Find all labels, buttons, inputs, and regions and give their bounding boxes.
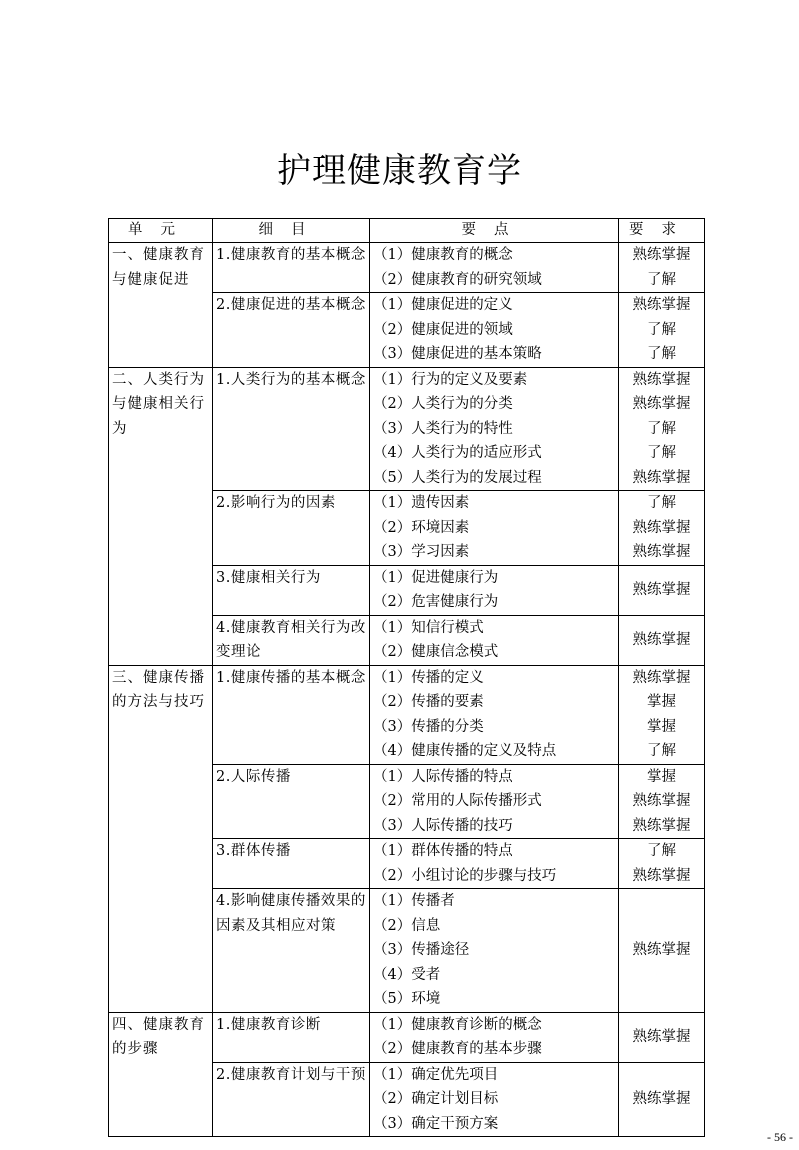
requirement-level: 了解 [647,445,676,461]
points-cell [370,243,619,293]
unit-cell: 一、健康教育与健康促进 [109,243,213,368]
detail-cell: 2.影响行为的因素 [213,491,370,566]
requirement-level: 了解 [647,743,676,759]
point-item: （1）传播的定义 [373,669,484,686]
point-item: （2）危害健康行为 [373,594,499,610]
point-item: （1）确定优先项目 [373,1066,499,1083]
detail-cell: 2.健康促进的基本概念 [213,293,370,368]
column-header-requirement: 要求 [619,219,705,243]
column-header-unit: 单元 [109,219,213,243]
requirement-cell: 熟练掌握 [619,615,705,665]
point-item: （3）健康促进的基本策略 [373,346,542,362]
requirement-level: 熟练掌握 [632,867,691,884]
point-item: （3）学习因素 [373,544,470,560]
point-item: （3）人类行为的特性 [373,420,513,437]
requirement-level: 掌握 [647,694,676,710]
requirement-level: 熟练掌握 [632,519,691,536]
point-item: （1）传播者 [373,893,455,909]
requirement-level: 了解 [647,321,676,338]
requirement-level: 熟练掌握 [632,793,691,809]
table-row [109,243,705,293]
detail-cell: 2.人际传播 [213,764,370,839]
points-cell [370,293,619,368]
point-item: （1）促进健康行为 [373,569,499,586]
point-item: （5）环境 [373,991,441,1007]
point-item: （3）人际传播的技巧 [373,817,513,834]
requirement-level: 了解 [647,843,676,859]
points-cell [370,839,619,889]
requirement-cell [619,243,705,293]
detail-cell: 1.人类行为的基本概念 [213,367,370,491]
detail-cell: 2.健康教育计划与干预 [213,1062,370,1137]
point-item: （2）健康教育的基本步骤 [373,1041,542,1057]
detail-cell: 1.健康教育的基本概念 [213,243,370,293]
point-item: （1）健康促进的定义 [373,297,513,313]
point-item: （2）人类行为的分类 [373,396,513,412]
point-item: （4）受者 [373,966,441,983]
detail-cell: 1.健康传播的基本概念 [213,665,370,764]
page-number: - 56 - [767,1130,793,1144]
point-item: （3）传播的分类 [373,718,484,735]
point-item: （1）健康教育诊断的概念 [373,1016,542,1033]
points-cell [370,565,619,615]
points-cell [370,367,619,491]
point-item: （4）人类行为的适应形式 [373,445,542,461]
point-item: （5）人类行为的发展过程 [373,469,542,486]
requirement-level: 熟练掌握 [632,669,691,686]
point-item: （2）确定计划目标 [373,1091,499,1107]
requirement-cell: 熟练掌握 [619,889,705,1013]
syllabus-body [109,243,705,1137]
requirement-level: 熟练掌握 [632,544,691,560]
requirement-cell [619,293,705,368]
points-cell [370,615,619,665]
point-item: （2）常用的人际传播形式 [373,793,542,809]
requirement-cell [619,764,705,839]
requirement-cell [619,839,705,889]
point-item: （4）健康传播的定义及特点 [373,743,557,759]
detail-cell: 3.健康相关行为 [213,565,370,615]
table-row [109,665,705,764]
requirement-level: 了解 [647,420,676,437]
points-cell [370,764,619,839]
page-title: 护理健康教育学 [277,151,522,191]
requirement-level: 了解 [647,495,676,511]
points-cell [370,889,619,1013]
point-item: （1）行为的定义及要素 [373,371,528,388]
detail-cell: 3.群体传播 [213,839,370,889]
point-item: （1）知信行模式 [373,619,484,636]
point-item: （2）信息 [373,917,441,934]
point-item: （3）传播途径 [373,942,470,958]
requirement-level: 熟练掌握 [632,247,691,263]
detail-cell: 1.健康教育诊断 [213,1012,370,1062]
requirement-level: 熟练掌握 [632,469,691,486]
point-item: （2）传播的要素 [373,694,484,710]
detail-cell: 4.影响健康传播效果的因素及其相应对策 [213,889,370,1013]
requirement-cell [619,665,705,764]
requirement-cell: 熟练掌握 [619,565,705,615]
requirement-cell: 熟练掌握 [619,1012,705,1062]
requirement-level: 熟练掌握 [632,396,691,412]
requirement-cell [619,491,705,566]
requirement-level: 熟练掌握 [632,371,691,388]
unit-cell: 四、健康教育的步骤 [109,1012,213,1137]
column-header-detail: 细目 [213,219,370,243]
point-item: （2）环境因素 [373,519,470,536]
points-cell [370,1062,619,1137]
requirement-level: 了解 [647,271,676,288]
requirement-cell: 熟练掌握 [619,1062,705,1137]
points-cell [370,491,619,566]
requirement-level: 掌握 [647,768,676,785]
point-item: （3）确定干预方案 [373,1115,499,1132]
point-item: （2）小组讨论的步骤与技巧 [373,867,557,884]
point-item: （1）人际传播的特点 [373,768,513,785]
table-row [109,1012,705,1062]
unit-cell: 三、健康传播的方法与技巧 [109,665,213,1012]
point-item: （1）健康教育的概念 [373,247,513,263]
table-header-row [109,219,705,243]
point-item: （1）遗传因素 [373,495,470,511]
point-item: （2）健康促进的领域 [373,321,513,338]
detail-cell: 4.健康教育相关行为改变理论 [213,615,370,665]
requirement-cell [619,367,705,491]
table-row [109,367,705,491]
point-item: （2）健康信念模式 [373,644,499,660]
requirement-level: 掌握 [647,718,676,735]
requirement-level: 熟练掌握 [632,817,691,834]
requirement-level: 熟练掌握 [632,297,691,313]
syllabus-table [108,218,705,1137]
requirement-level: 了解 [647,346,676,362]
points-cell [370,665,619,764]
point-item: （2）健康教育的研究领域 [373,271,542,288]
points-cell [370,1012,619,1062]
unit-cell: 二、人类行为与健康相关行为 [109,367,213,665]
column-header-points: 要点 [370,219,619,243]
point-item: （1）群体传播的特点 [373,843,513,859]
